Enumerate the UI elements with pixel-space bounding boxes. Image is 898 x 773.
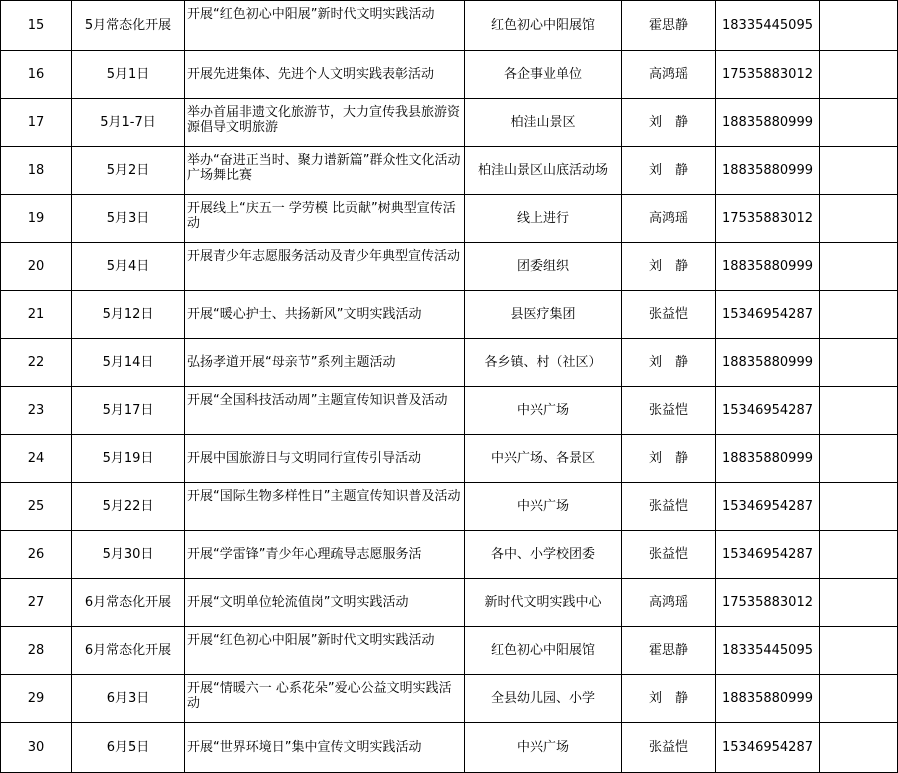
row-number-cell: 21 <box>1 291 72 339</box>
remark-cell <box>820 387 898 435</box>
phone-cell: 15346954287 <box>716 531 820 579</box>
row-number-cell: 18 <box>1 147 72 195</box>
location-cell: 中兴广场 <box>465 723 622 773</box>
table-row <box>1 675 898 723</box>
phone-cell: 18835880999 <box>716 675 820 723</box>
table-row <box>1 723 898 773</box>
location-cell: 各乡镇、村（社区） <box>465 339 622 387</box>
location-cell: 县医疗集团 <box>465 291 622 339</box>
table-row <box>1 1 898 51</box>
table-row <box>1 435 898 483</box>
remark-cell <box>820 675 898 723</box>
date-cell: 5月1-7日 <box>72 99 185 147</box>
date-cell: 5月19日 <box>72 435 185 483</box>
activity-cell: 开展“情暖六一 心系花朵”爱心公益文明实践活动 <box>185 675 465 723</box>
location-cell: 柏洼山景区山底活动场 <box>465 147 622 195</box>
contact-person-cell: 刘 静 <box>622 435 716 483</box>
location-cell: 红色初心中阳展馆 <box>465 1 622 51</box>
contact-person-cell: 张益恺 <box>622 531 716 579</box>
remark-cell <box>820 627 898 675</box>
location-cell: 中兴广场 <box>465 387 622 435</box>
activity-cell: 开展“红色初心中阳展”新时代文明实践活动 <box>185 1 465 51</box>
activity-cell: 开展“暖心护士、共扬新风”文明实践活动 <box>185 291 465 339</box>
activity-cell: 开展“国际生物多样性日”主题宣传知识普及活动 <box>185 483 465 531</box>
table-row <box>1 531 898 579</box>
table-row <box>1 483 898 531</box>
date-cell: 6月5日 <box>72 723 185 773</box>
remark-cell <box>820 291 898 339</box>
row-number-cell: 15 <box>1 1 72 51</box>
remark-cell <box>820 243 898 291</box>
row-number-cell: 23 <box>1 387 72 435</box>
date-cell: 5月14日 <box>72 339 185 387</box>
location-cell: 柏洼山景区 <box>465 99 622 147</box>
location-cell: 中兴广场、各景区 <box>465 435 622 483</box>
phone-cell: 15346954287 <box>716 723 820 773</box>
remark-cell <box>820 51 898 99</box>
contact-person-cell: 张益恺 <box>622 723 716 773</box>
date-cell: 5月17日 <box>72 387 185 435</box>
contact-person-cell: 霍思静 <box>622 1 716 51</box>
activity-cell: 开展“文明单位轮流值岗”文明实践活动 <box>185 579 465 627</box>
row-number-cell: 27 <box>1 579 72 627</box>
phone-cell: 18835880999 <box>716 243 820 291</box>
table-row <box>1 147 898 195</box>
contact-person-cell: 刘 静 <box>622 339 716 387</box>
activity-cell: 开展中国旅游日与文明同行宣传引导活动 <box>185 435 465 483</box>
contact-person-cell: 张益恺 <box>622 483 716 531</box>
table-row <box>1 99 898 147</box>
activity-cell: 开展“世界环境日”集中宣传文明实践活动 <box>185 723 465 773</box>
activity-cell: 弘扬孝道开展“母亲节”系列主题活动 <box>185 339 465 387</box>
row-number-cell: 16 <box>1 51 72 99</box>
phone-cell: 17535883012 <box>716 579 820 627</box>
phone-cell: 18335445095 <box>716 627 820 675</box>
contact-person-cell: 高鸿瑶 <box>622 579 716 627</box>
date-cell: 6月常态化开展 <box>72 579 185 627</box>
date-cell: 5月22日 <box>72 483 185 531</box>
location-cell: 全县幼儿园、小学 <box>465 675 622 723</box>
contact-person-cell: 霍思静 <box>622 627 716 675</box>
contact-person-cell: 刘 静 <box>622 147 716 195</box>
phone-cell: 15346954287 <box>716 483 820 531</box>
phone-cell: 17535883012 <box>716 195 820 243</box>
date-cell: 5月12日 <box>72 291 185 339</box>
remark-cell <box>820 723 898 773</box>
activity-cell: 开展青少年志愿服务活动及青少年典型宣传活动 <box>185 243 465 291</box>
remark-cell <box>820 99 898 147</box>
table-body <box>1 1 898 773</box>
row-number-cell: 29 <box>1 675 72 723</box>
location-cell: 新时代文明实践中心 <box>465 579 622 627</box>
table-row <box>1 627 898 675</box>
remark-cell <box>820 483 898 531</box>
location-cell: 线上进行 <box>465 195 622 243</box>
remark-cell <box>820 339 898 387</box>
activity-cell: 开展线上“庆五一 学劳模 比贡献”树典型宣传活动 <box>185 195 465 243</box>
table-row <box>1 195 898 243</box>
row-number-cell: 17 <box>1 99 72 147</box>
contact-person-cell: 高鸿瑶 <box>622 51 716 99</box>
table-row <box>1 291 898 339</box>
activity-cell: 举办“奋进正当时、聚力谱新篇”群众性文化活动广场舞比赛 <box>185 147 465 195</box>
table-row <box>1 339 898 387</box>
date-cell: 5月常态化开展 <box>72 1 185 51</box>
phone-cell: 18835880999 <box>716 99 820 147</box>
activity-cell: 开展先进集体、先进个人文明实践表彰活动 <box>185 51 465 99</box>
phone-cell: 18835880999 <box>716 435 820 483</box>
phone-cell: 17535883012 <box>716 51 820 99</box>
row-number-cell: 30 <box>1 723 72 773</box>
date-cell: 5月3日 <box>72 195 185 243</box>
location-cell: 各企事业单位 <box>465 51 622 99</box>
table-row <box>1 243 898 291</box>
phone-cell: 15346954287 <box>716 387 820 435</box>
row-number-cell: 22 <box>1 339 72 387</box>
phone-cell: 18335445095 <box>716 1 820 51</box>
activity-cell: 举办首届非遗文化旅游节，大力宣传我县旅游资源倡导文明旅游 <box>185 99 465 147</box>
activity-cell: 开展“学雷锋”青少年心理疏导志愿服务活 <box>185 531 465 579</box>
phone-cell: 18835880999 <box>716 339 820 387</box>
date-cell: 5月2日 <box>72 147 185 195</box>
table-row <box>1 387 898 435</box>
row-number-cell: 24 <box>1 435 72 483</box>
row-number-cell: 26 <box>1 531 72 579</box>
row-number-cell: 20 <box>1 243 72 291</box>
phone-cell: 15346954287 <box>716 291 820 339</box>
row-number-cell: 28 <box>1 627 72 675</box>
date-cell: 5月4日 <box>72 243 185 291</box>
remark-cell <box>820 1 898 51</box>
contact-person-cell: 张益恺 <box>622 291 716 339</box>
date-cell: 5月30日 <box>72 531 185 579</box>
location-cell: 红色初心中阳展馆 <box>465 627 622 675</box>
date-cell: 5月1日 <box>72 51 185 99</box>
remark-cell <box>820 435 898 483</box>
contact-person-cell: 刘 静 <box>622 675 716 723</box>
contact-person-cell: 刘 静 <box>622 99 716 147</box>
activity-cell: 开展“红色初心中阳展”新时代文明实践活动 <box>185 627 465 675</box>
remark-cell <box>820 195 898 243</box>
location-cell: 团委组织 <box>465 243 622 291</box>
phone-cell: 18835880999 <box>716 147 820 195</box>
date-cell: 6月常态化开展 <box>72 627 185 675</box>
activity-cell: 开展“全国科技活动周”主题宣传知识普及活动 <box>185 387 465 435</box>
location-cell: 中兴广场 <box>465 483 622 531</box>
date-cell: 6月3日 <box>72 675 185 723</box>
row-number-cell: 25 <box>1 483 72 531</box>
location-cell: 各中、小学校团委 <box>465 531 622 579</box>
contact-person-cell: 张益恺 <box>622 387 716 435</box>
contact-person-cell: 高鸿瑶 <box>622 195 716 243</box>
remark-cell <box>820 147 898 195</box>
row-number-cell: 19 <box>1 195 72 243</box>
table-row <box>1 51 898 99</box>
contact-person-cell: 刘 静 <box>622 243 716 291</box>
table-row <box>1 579 898 627</box>
remark-cell <box>820 531 898 579</box>
remark-cell <box>820 579 898 627</box>
